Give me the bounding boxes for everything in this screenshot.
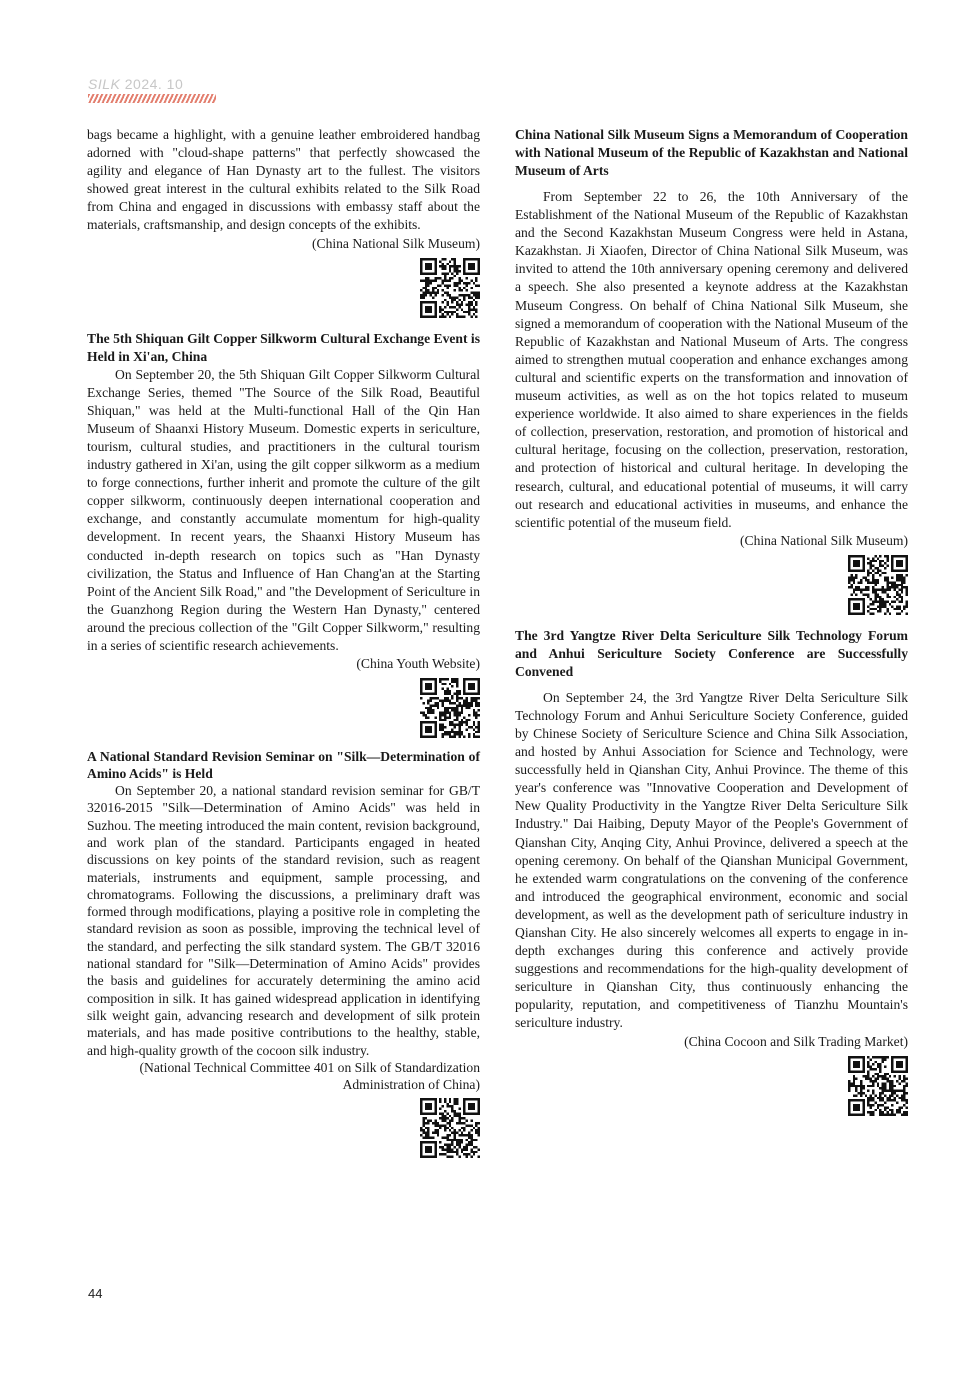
article-shiquan [87, 330, 480, 739]
article-body: On September 20, a national standard revision seminar for GB/T 32016-2015 "Silk—Determination of Amino Acids" was held in Suzhou. The meeting introduced the main content, revision background, and work plan of the standard. Participants engaged in heated discussions on key points of the standard revision, such as reagent materials, instruments and equipment, sample processing, and chromatograms. Following the discussions, a preliminary draft was formed through modifications, playing a positive role in completing the standard revision as soon as possible, improving the technical level of the standard, and perfecting the silk standard system. The GB/T 32016 national standard for "Silk—Determination of Amino Acids" provides the basis and guidelines for accurately determining the amino acid composition in silk. It has gained widespread application in identifying silk weight gain, advancing research and development of silk protein materials, and has made positive contributions to the healthy, stable, and high-quality growth of the cocoon silk industry. [87, 783, 480, 1058]
article-headline: The 3rd Yangtze River Delta Sericulture Silk Technology Forum and Anhui Sericulture Society Conference are Successfully Convened [515, 627, 908, 679]
article-headline: China National Silk Museum Signs a Memorandum of Cooperation with National Museum of the Republic of Kazakhstan and National Museum of Arts [515, 127, 908, 178]
page-number: 44 [88, 1286, 103, 1301]
header-stripe-decoration [88, 94, 216, 103]
qr-code-icon [848, 555, 908, 615]
source-credit: (China National Silk Museum) [739, 532, 908, 548]
source-credit: (China National Silk Museum) [311, 235, 480, 251]
journal-issue-label [88, 76, 216, 92]
article-headline: A National Standard Revision Seminar on "Silk—Determination of Amino Acids" is Held [87, 749, 480, 782]
qr-code-icon [848, 1056, 908, 1116]
article-kazakhstan-memorandum [515, 126, 908, 615]
source-credit: (China Youth Website) [356, 656, 480, 672]
article-body: On September 24, the 3rd Yangtze River Delta Sericulture Silk Technology Forum and Anhui Sericulture Society Conference, guided by Chinese Society of Sericulture Science and China Silk Association, and hosted by Anhui Association for Science and Technology, were successfully held in Qianshan City, Anhui Province. The theme of this year's conference was "Innovative Cooperation and Development of New Quality Productivity in the Yangtze River Delta Sericulture Silk Industry." Dai Haibing, Deputy Mayor of the People's Government of Qianshan City, Anqing City, Anhui Province, delivered a speech at the opening ceremony. On behalf of the Qianshan Municipal Government, he extended warm congratulations on the convening of the conference and introduced the geographical environment, economic and social development, as well as the development path of sericulture industry in Qianshan City. He also sincerely welcomes all experts to engage in in-depth exchanges during this conference and actively provide suggestions and recommendations for the high-quality development of sericulture in Qianshan City, thus continuously enhancing the popularity, reputation, and competitiveness of Tianzhu Mountain's sericulture industry. [515, 689, 908, 1031]
left-column [87, 126, 480, 1158]
article-headline: The 5th Shiquan Gilt Copper Silkworm Cultural Exchange Event is Held in Xi'an, China [87, 330, 480, 364]
running-header [88, 76, 216, 103]
source-credit: (China Cocoon and Silk Trading Market) [684, 1033, 908, 1049]
qr-code-icon [420, 1098, 480, 1158]
right-column [515, 126, 908, 1116]
source-credit: (National Technical Committee 401 on Silk of Standardization Administration of China) [139, 1059, 480, 1092]
article-amino-acids [87, 748, 480, 1158]
continued-paragraph: bags became a highlight, with a genuine leather embroidered handbag adorned with "cloud-shape patterns" that perfectly showcased the agility and elegance of Han Dynasty art to the fullest. The visitors showed great interest in the cultural exhibits related to the Silk Road from China and engaged in discussions with embassy staff about the materials, craftsmanship, and design concepts of the exhibits. [87, 127, 480, 233]
article-body: On September 20, the 5th Shiquan Gilt Copper Silkworm Cultural Exchange Series, themed "The Source of the Silk Road, Beautiful Shiquan," was held at the Multi-functional Hall of the Qin Han Museum of Shaanxi History Museum. Domestic experts in sericulture, tourism, cultural studies, and practitioners in the cultural tourism industry gathered in Xi'an, using the gilt copper silkworm as a medium to forge connections, further inherit and promote the culture of the gilt copper silkworm, continuously deepen international cooperation and exchange, and constantly accumulate momentum for high-quality development. In recent years, the Shaanxi History Museum has conducted in-depth research on topics such as "Han Dynasty civilization, the Status and Influence of Han Chang'an at the Starting Point of the Ancient Silk Road," and "the Development of Sericulture in the Guanzhong Region during the Western Han Dynasty," centered around the precious collection of the "Gilt Copper Silkworm," resulting in a series of scientific research achievements. [87, 366, 480, 653]
qr-code-icon [420, 258, 480, 318]
journal-name: SILK [88, 76, 121, 92]
article-yangtze-forum [515, 627, 908, 1116]
qr-code-icon [420, 678, 480, 738]
article-body: From September 22 to 26, the 10th Anniversary of the Establishment of the National Museum of the Republic of Kazakhstan and the Second Kazakhstan Museum Congress were held in Astana, Kazakhstan. Ji Xiaofen, Director of China National Silk Museum, was invited to attend the 10th anniversary opening ceremony and delivered a speech. She also presented a keynote address at the Kazakhstan Museum Congress. On behalf of China National Silk Museum, she signed a memorandum of cooperation with the National Museum of the Republic of Kazakhstan and National Museum of Arts. The congress aimed to strengthen mutual cooperation and enhance exchanges among cultural and scientific experts on the transformation and innovation of museum activities, as well as on the hot topics related to museum experience worldwide. It also aimed to share experiences in the fields of collection, preservation, restoration, and promotion of historical and cultural heritage, focusing on the collection, preservation, restoration, and protection of historical and cultural heritage. In developing the research, cultural, and educational potential of museums, it will carry out research and educational activities in museums, and enhance the scientific potential of the museum field. [515, 189, 908, 530]
issue-number: 2024. 10 [124, 76, 184, 92]
